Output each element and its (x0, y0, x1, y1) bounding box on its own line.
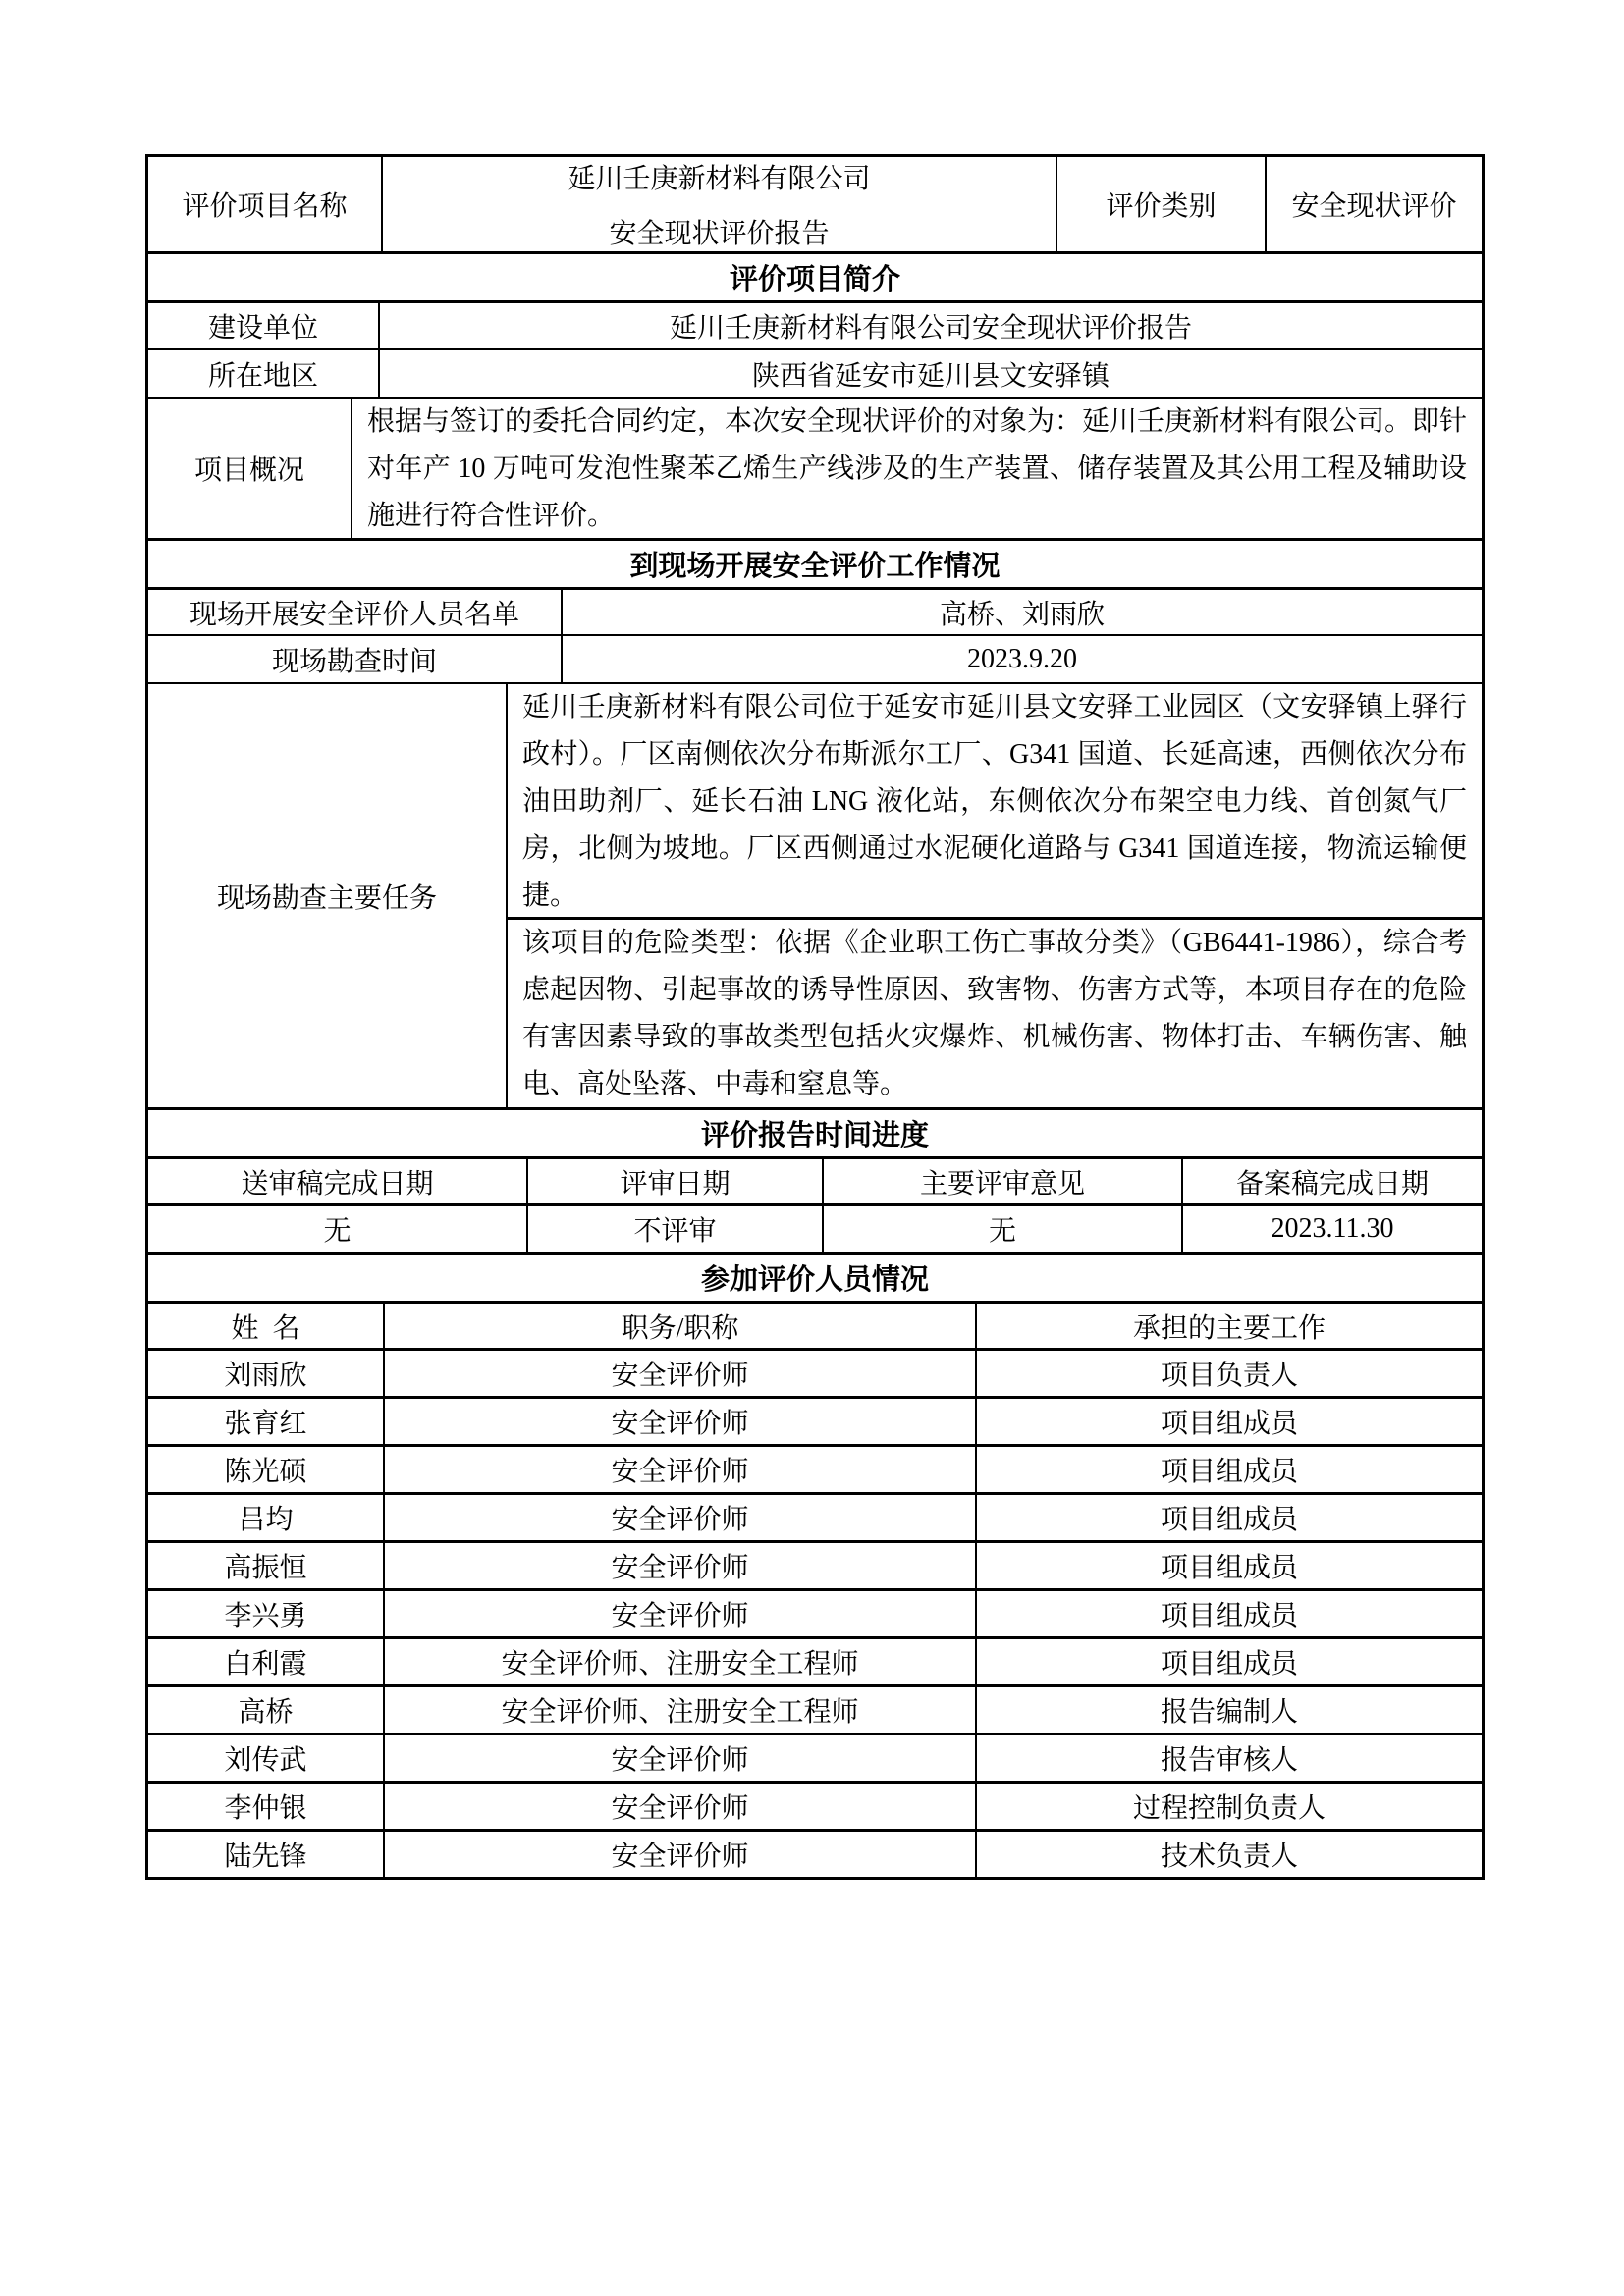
site-staff-value: 高桥、刘雨欣 (561, 590, 1482, 634)
section-intro-header-row (148, 251, 1482, 300)
person-title-cell: 安全评价师 (383, 1591, 975, 1636)
schedule-val-review-date: 不评审 (526, 1206, 822, 1252)
person-title-cell: 安全评价师 (383, 1399, 975, 1444)
person-name-cell: 高桥 (238, 1697, 294, 1728)
section-intro-header: 评价项目简介 (729, 264, 900, 295)
person-title-cell: 安全评价师 (383, 1351, 975, 1396)
person-title-cell: 安全评价师、注册安全工程师 (383, 1687, 975, 1733)
person-name-cell: 白利霞 (224, 1649, 307, 1680)
project-title-row (148, 157, 1482, 251)
person-title-cell: 安全评价师 (383, 1447, 975, 1492)
person-row (148, 1684, 1482, 1733)
section-schedule-header-row (148, 1107, 1482, 1156)
schedule-col-final-date: 备案稿完成日期 (1181, 1159, 1482, 1203)
person-row (148, 1636, 1482, 1684)
person-row (148, 1492, 1482, 1540)
person-name-cell: 刘传武 (224, 1745, 307, 1776)
schedule-columns-row (148, 1156, 1482, 1203)
project-name-value (381, 157, 1056, 251)
person-name-cell: 陈光硕 (224, 1457, 307, 1487)
person-title-cell: 安全评价师 (383, 1543, 975, 1588)
schedule-col-review-date: 评审日期 (526, 1159, 822, 1203)
person-work-cell: 技术负责人 (975, 1832, 1482, 1877)
people-col-title: 职务/职称 (383, 1304, 975, 1348)
evaluation-form-table (145, 154, 1485, 1880)
person-work-cell: 项目组成员 (975, 1495, 1482, 1540)
person-work-cell: 项目负责人 (975, 1351, 1482, 1396)
person-work-cell: 报告审核人 (975, 1735, 1482, 1781)
person-work-cell: 报告编制人 (975, 1687, 1482, 1733)
person-row (148, 1444, 1482, 1492)
person-row (148, 1540, 1482, 1588)
project-overview-text: 根据与签订的委托合同约定，本次安全现状评价的对象为：延川壬庚新材料有限公司。即针对年产 10 万吨可发泡性聚苯乙烯生产线涉及的生产装置、储存装置及其公用工程及辅助设施进行符合性评价。 (351, 399, 1482, 538)
location-value: 陕西省延安市延川县文安驿镇 (378, 350, 1482, 397)
survey-time-row (148, 634, 1482, 682)
person-name-cell: 张育红 (224, 1409, 307, 1439)
person-row (148, 1733, 1482, 1781)
people-col-name: 姓 名 (231, 1312, 300, 1344)
person-title-cell: 安全评价师 (383, 1784, 975, 1829)
survey-time-label: 现场勘查时间 (271, 646, 437, 677)
people-columns-row (148, 1301, 1482, 1348)
section-site-header: 到现场开展安全评价工作情况 (629, 551, 1001, 582)
person-title-cell: 安全评价师 (383, 1735, 975, 1781)
site-staff-row (148, 587, 1482, 634)
person-work-cell: 项目组成员 (975, 1591, 1482, 1636)
project-name-label: 评价项目名称 (182, 191, 348, 222)
section-people-header-row (148, 1252, 1482, 1301)
person-title-cell: 安全评价师 (383, 1832, 975, 1877)
survey-task-texts (506, 684, 1482, 1107)
schedule-col-draft-date: 送审稿完成日期 (241, 1168, 434, 1200)
construction-unit-label: 建设单位 (207, 313, 318, 344)
person-work-cell: 过程控制负责人 (975, 1784, 1482, 1829)
person-title-cell: 安全评价师 (383, 1495, 975, 1540)
construction-unit-row (148, 300, 1482, 348)
survey-task-row (148, 682, 1482, 1107)
section-schedule-header: 评价报告时间进度 (700, 1120, 929, 1151)
person-row (148, 1781, 1482, 1829)
location-label: 所在地区 (207, 360, 318, 392)
schedule-values-row (148, 1203, 1482, 1252)
person-work-cell: 项目组成员 (975, 1543, 1482, 1588)
section-people-header: 参加评价人员情况 (700, 1264, 929, 1296)
schedule-col-review-opinion: 主要评审意见 (822, 1159, 1181, 1203)
person-work-cell: 项目组成员 (975, 1399, 1482, 1444)
site-staff-label: 现场开展安全评价人员名单 (189, 599, 519, 630)
person-row (148, 1396, 1482, 1444)
person-row (148, 1829, 1482, 1877)
person-work-cell: 项目组成员 (975, 1447, 1482, 1492)
person-name-cell: 吕均 (238, 1505, 294, 1535)
project-name-line2: 安全现状评价报告 (609, 219, 830, 249)
person-row (148, 1588, 1482, 1636)
project-name-line1: 延川壬庚新材料有限公司 (568, 164, 871, 194)
schedule-val-final-date: 2023.11.30 (1181, 1206, 1482, 1252)
person-title-cell: 安全评价师、注册安全工程师 (383, 1639, 975, 1684)
person-name-cell: 李兴勇 (224, 1601, 307, 1631)
schedule-val-review-opinion: 无 (822, 1206, 1181, 1252)
person-name-cell: 高振恒 (224, 1553, 307, 1583)
person-work-cell: 项目组成员 (975, 1639, 1482, 1684)
project-overview-row (148, 397, 1482, 538)
construction-unit-value: 延川壬庚新材料有限公司安全现状评价报告 (378, 303, 1482, 348)
person-name-cell: 刘雨欣 (224, 1361, 307, 1391)
category-value: 安全现状评价 (1265, 157, 1482, 251)
schedule-val-draft-date: 无 (323, 1216, 352, 1247)
survey-task-label: 现场勘查主要任务 (216, 882, 437, 914)
category-label: 评价类别 (1056, 157, 1265, 251)
survey-task-text-1: 延川壬庚新材料有限公司位于延安市延川县文安驿工业园区（文安驿镇上驿行政村）。厂区南侧依次分布斯派尔工厂、G341 国道、长延高速，西侧依次分布油田助剂厂、延长石油 LNG 液化站，东侧依次分布架空电力线、首创氮气厂房，北侧为坡地。厂区西侧通过水泥硬化道路与 G341 国道连接，物流运输便捷。 (522, 692, 1467, 911)
person-row (148, 1348, 1482, 1396)
person-name-cell: 李仲银 (224, 1793, 307, 1824)
location-row (148, 348, 1482, 397)
people-col-work: 承担的主要工作 (975, 1304, 1482, 1348)
survey-task-text-2: 该项目的危险类型：依据《企业职工伤亡事故分类》（GB6441-1986），综合考虑起因物、引起事故的诱导性原因、致害物、伤害方式等，本项目存在的危险有害因素导致的事故类型包括火灾爆炸、机械伤害、物体打击、车辆伤害、触电、高处坠落、中毒和窒息等。 (508, 917, 1482, 1108)
person-name-cell: 陆先锋 (224, 1842, 307, 1872)
project-overview-label: 项目概况 (193, 455, 304, 486)
survey-time-value: 2023.9.20 (561, 636, 1482, 682)
section-site-header-row (148, 538, 1482, 587)
